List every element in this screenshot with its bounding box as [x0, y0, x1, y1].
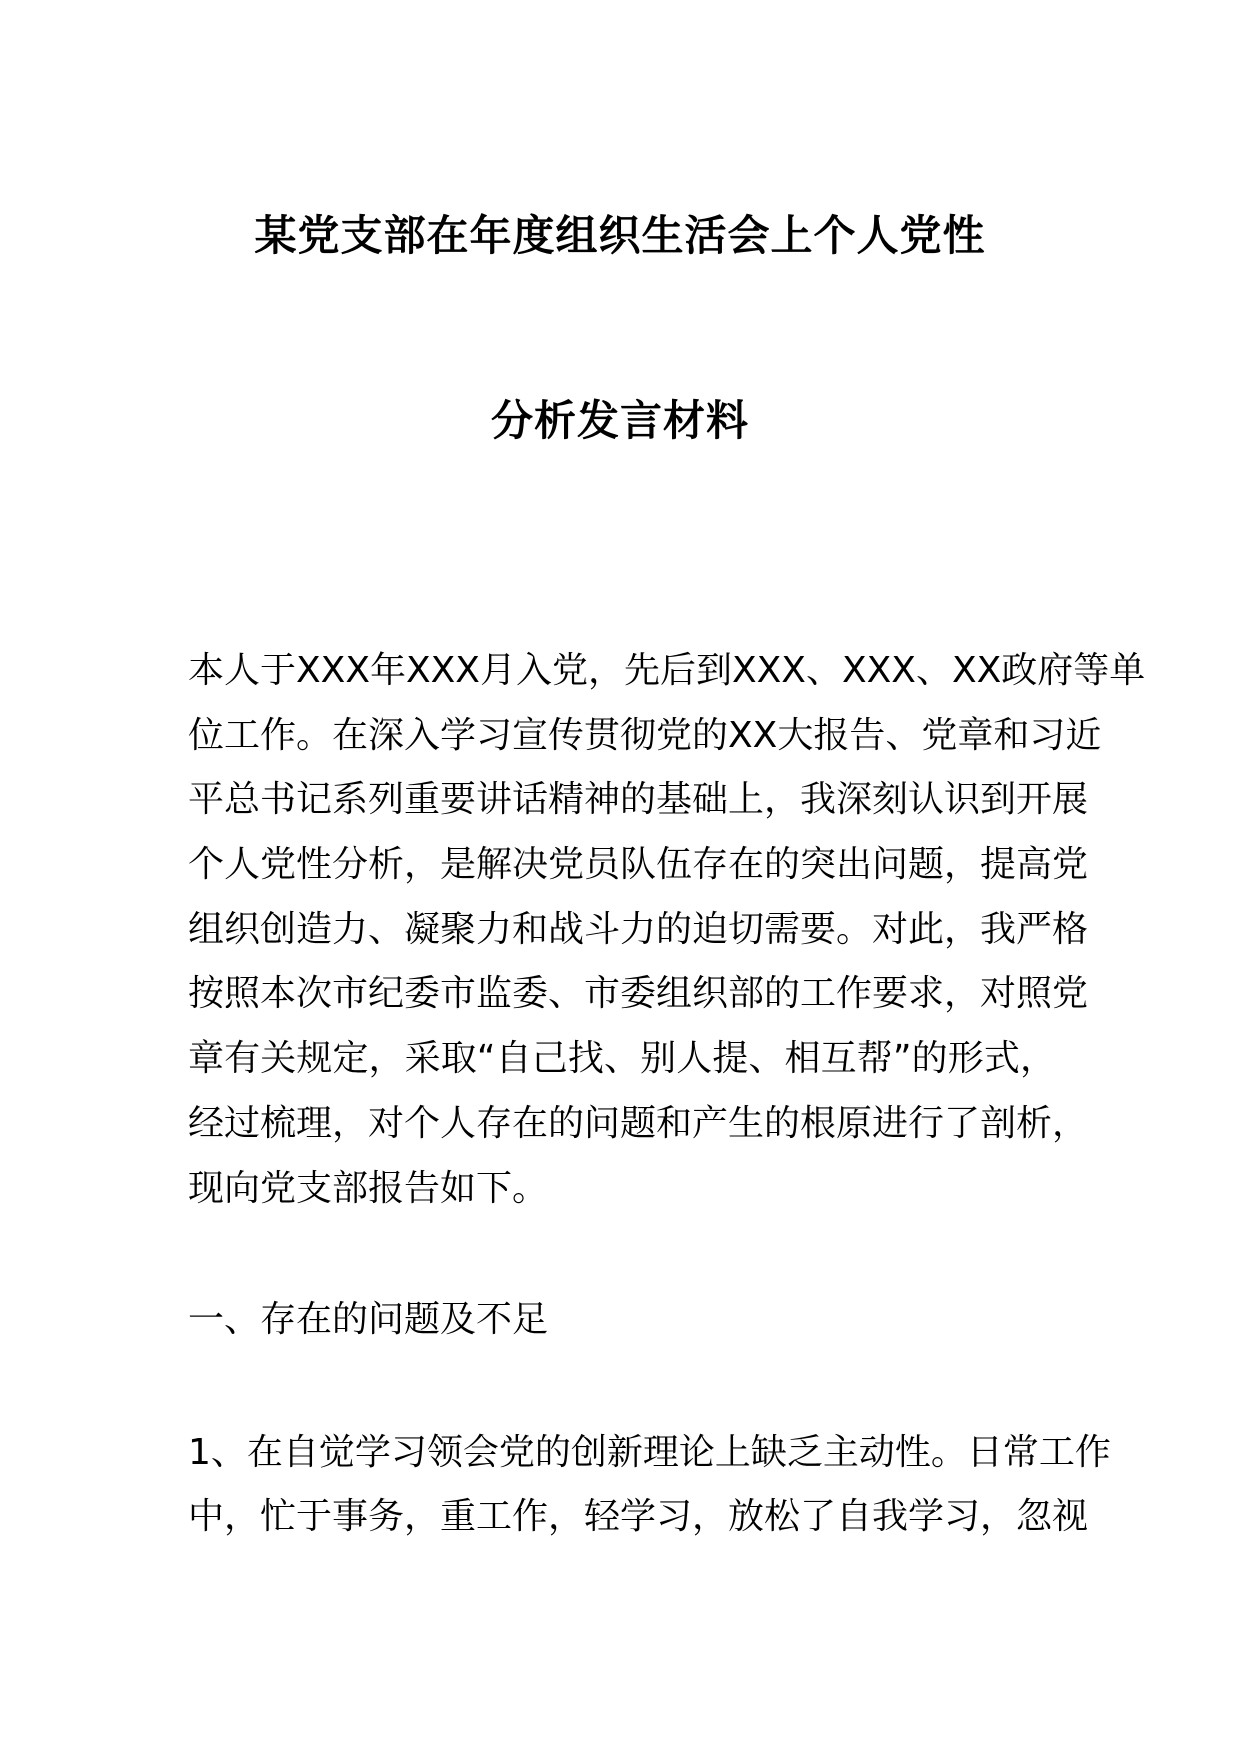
paragraph-line: 按照本次市纪委市监委、市委组织部的工作要求，对照党: [188, 973, 1089, 1014]
paragraph-line: 位工作。在深入学习宣传贯彻党的XX大报告、党章和习近: [188, 715, 1102, 756]
paragraph-line: 组织创造力、凝聚力和战斗力的迫切需要。对此，我严格: [188, 909, 1089, 950]
paragraph-line: 1、在自觉学习领会党的创新理论上缺乏主动性。日常工作: [188, 1432, 1111, 1473]
document-title-line-1: 某党支部在年度组织生活会上个人党性: [254, 211, 986, 260]
paragraph-line: 章有关规定，采取“自己找、别人提、相互帮”的形式，: [188, 1038, 1056, 1079]
section-heading: 一、存在的问题及不足: [188, 1299, 549, 1340]
document-title-line-2: 分析发言材料: [490, 396, 749, 445]
paragraph-line: 本人于XXX年XXX月入党，先后到XXX、XXX、XX政府等单: [188, 650, 1146, 691]
paragraph-line: 经过梳理，对个人存在的问题和产生的根原进行了剖析，: [188, 1103, 1089, 1144]
paragraph-line: 中，忙于事务，重工作，轻学习，放松了自我学习，忽视: [188, 1496, 1089, 1537]
paragraph-line: 现向党支部报告如下。: [188, 1168, 549, 1209]
paragraph-line: 平总书记系列重要讲话精神的基础上，我深刻认识到开展: [188, 779, 1089, 820]
paragraph-line: 个人党性分析，是解决党员队伍存在的突出问题，提高党: [188, 844, 1089, 885]
